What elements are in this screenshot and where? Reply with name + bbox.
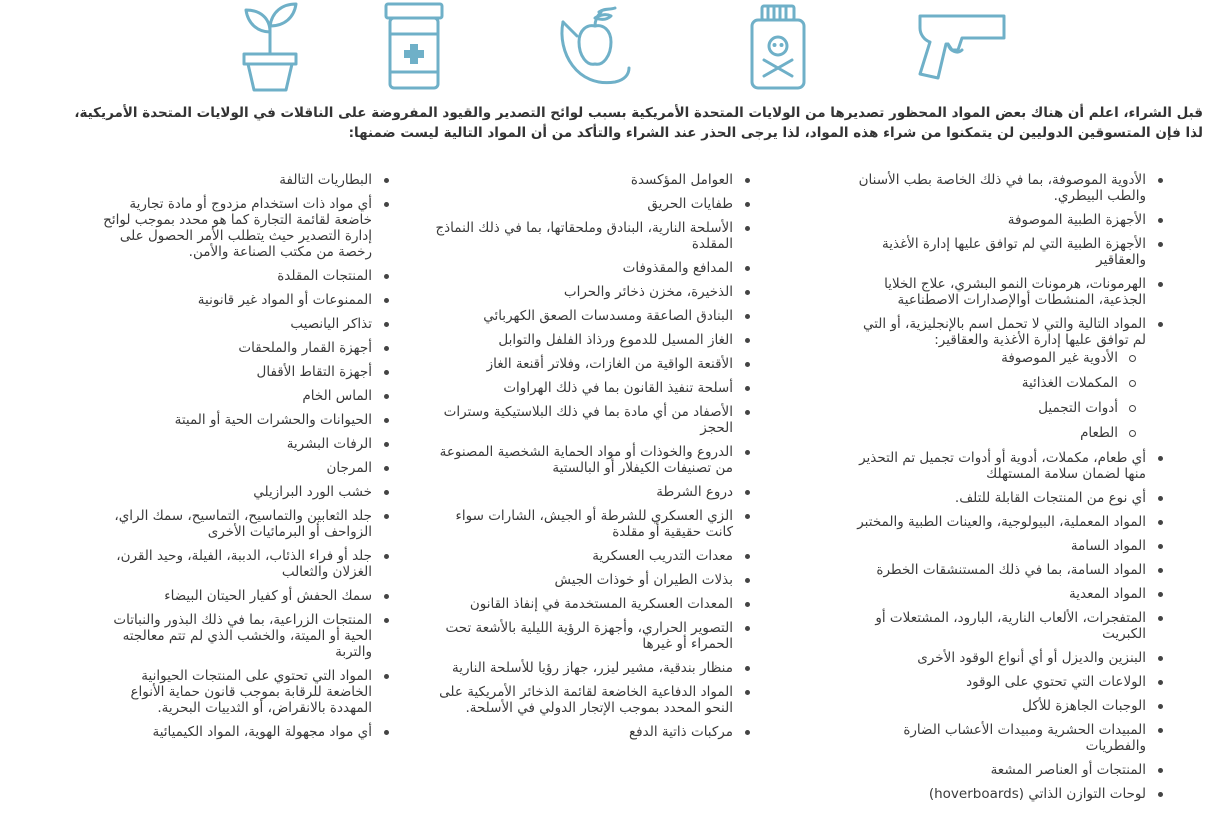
list-item: المواد المعملية، البيولوجية، والعينات الطبية والمختبر [846,514,1146,530]
sub-list-item: الأدوية غير الموصوفة [846,350,1118,366]
list-item: أي مواد مجهولة الهوية، المواد الكيميائية [102,724,372,740]
list-item: الدروع والخوذات أو مواد الحماية الشخصية المصنوعة من تصنيفات الكيفلار أو البالستية [433,444,733,476]
icon-row [0,0,1228,95]
list-item: جلد أو فراء الذئاب، الدببة، الفيلة، وحيد القرن، الغزلان والثعالب [102,548,372,580]
list-item: المبيدات الحشرية ومبيدات الأعشاب الضارة والفطريات [846,722,1146,754]
list-item: البنزين والديزل أو أي أنواع الوقود الأخرى [846,650,1146,666]
sub-list-item: الطعام [846,425,1118,441]
list-item: المتفجرات، الألعاب النارية، البارود، المشتعلات أو الكبريت [846,610,1146,642]
list-item: أي طعام، مكملات، أدوية أو أدوات تجميل تم التحذير منها لضمان سلامة المستهلك [846,450,1146,482]
restricted-list-column-2 [433,172,733,748]
list-item: الوجبات الجاهزة للأكل [846,698,1146,714]
list-item: الممنوعات أو المواد غير قانونية [102,292,372,308]
list-item: أجهزة القمار والملحقات [102,340,372,356]
list-item: التصوير الحراري، وأجهزة الرؤية الليلية بالأشعة تحت الحمراء أو غيرها [433,620,733,652]
poison-bottle-icon [748,2,808,92]
sub-list [846,350,1146,441]
list-item: مركبات ذاتية الدفع [433,724,733,740]
list-item: المواد السامة، بما في ذلك المستنشقات الخطرة [846,562,1146,578]
list-item: جلد الثعابين والتماسيح، التماسيح، سمك الراي، الزواحف أو البرمائيات الأخرى [102,508,372,540]
list-item: المواد التي تحتوي على المنتجات الحيوانية الخاضعة للرقابة بموجب قانون حماية الأنواع المهددة بالانقراض، أو الثدييات البحرية. [102,668,372,716]
list-item: الأسلحة النارية، البنادق وملحقاتها، بما في ذلك النماذج المقلدة [433,220,733,252]
list-item: المواد الدفاعية الخاضعة لقائمة الذخائر الأمريكية على النحو المحدد بموجب الإتجار الدولي في الأسلحة. [433,684,733,716]
list-item: الحيوانات والحشرات الحية أو الميتة [102,412,372,428]
list-item: سمك الحفش أو كفيار الحيتان البيضاء [102,588,372,604]
list-item: المنتجات المقلدة [102,268,372,284]
restricted-list-column-3 [102,172,372,748]
list-item: الرفات البشرية [102,436,372,452]
list-item: منظار بندقية، مشير ليزر، جهاز رؤيا للأسلحة النارية [433,660,733,676]
sub-list-item: أدوات التجميل [846,400,1118,416]
list-item: أجهزة التقاط الأقفال [102,364,372,380]
potted-plant-icon [238,2,302,92]
list-item: أي نوع من المنتجات القابلة للتلف. [846,490,1146,506]
list-item: المدافع والمقذوفات [433,260,733,276]
list-item: العوامل المؤكسدة [433,172,733,188]
list-item: الذخيرة، مخزن ذخائر والحراب [433,284,733,300]
list-item: المنتجات أو العناصر المشعة [846,762,1146,778]
list-item: بذلات الطيران أو خوذات الجيش [433,572,733,588]
list-item: تذاكر اليانصيب [102,316,372,332]
list-item: المواد التالية والتي لا تحمل اسم بالإنجليزية، أو التي لم توافق عليها إدارة الأغذية والعقاقير: الأدوية غير الموصوفة المكملات الغذائية أدوات التجميل الطعام [846,316,1146,441]
gun-icon [912,2,1008,92]
restricted-list-column-1 [846,172,1146,810]
list-item: لوحات التوازن الذاتي (hoverboards) [846,786,1146,802]
list-item: الأقنعة الواقية من الغازات، وفلاتر أقنعة الغاز [433,356,733,372]
list-item: المرجان [102,460,372,476]
list-item: المنتجات الزراعية، بما في ذلك البذور والنباتات الحية أو الميتة، والخشب الذي لم تتم معالجته والتربة [102,612,372,660]
list-item: خشب الورد البرازيلي [102,484,372,500]
sub-list-item: المكملات الغذائية [846,375,1118,391]
list-item: أي مواد ذات استخدام مزدوج أو مادة تجارية خاضعة لقائمة التجارة كما هو محدد بموجب لوائح إدارة التصدير حيث يتطلب الأمر الحصول على رخصة من مكتب الصناعة والأمن. [103,196,372,260]
list-item: الأدوية الموصوفة، بما في ذلك الخاصة بطب الأسنان والطب البيطري. [846,172,1146,204]
food-icon [555,2,635,92]
list-item: أسلحة تنفيذ القانون بما في ذلك الهراوات [433,380,733,396]
list-item: الأصفاد من أي مادة بما في ذلك البلاستيكية وسترات الحجز [433,404,733,436]
list-item: معدات التدريب العسكرية [433,548,733,564]
list-item: الماس الخام [102,388,372,404]
medicine-bottle-icon [382,2,446,92]
list-item: البطاريات التالفة [102,172,372,188]
list-item: دروع الشرطة [433,484,733,500]
list-item: الأجهزة الطبية التي لم توافق عليها إدارة الأغذية والعقاقير [846,236,1146,268]
list-item: الزي العسكري للشرطة أو الجيش، الشارات سواء كانت حقيقية أو مقلدة [433,508,733,540]
list-item: الهرمونات، هرمونات النمو البشري، علاج الخلايا الجذعية، المنشطات أوالإصدارات الاصطناعية [846,276,1146,308]
list-item: المواد المعدية [846,586,1146,602]
list-item: المعدات العسكرية المستخدمة في إنفاذ القانون [433,596,733,612]
list-item: البنادق الصاعقة ومسدسات الصعق الكهربائي [433,308,733,324]
list-item: الغاز المسيل للدموع ورذاذ الفلفل والتوابل [433,332,733,348]
list-item: طفايات الحريق [433,196,733,212]
list-item: الأجهزة الطبية الموصوفة [846,212,1146,228]
list-item: المواد السامة [846,538,1146,554]
intro-text: قبل الشراء، اعلم أن هناك بعض المواد المحظور تصديرها من الولايات المتحدة الأمريكية بسبب لوائح التصدير والقيود المفروضة على الناقلات في الولايات المتحدة الأمريكية، لذا فإن المتسوقين الدوليين لن يتمكنوا من شراء هذه المواد، لذا يرجى الحذر عند الشراء والتأكد من أن المواد التالية ليست ضمنها: [74,105,1203,141]
list-item: الولاعات التي تحتوي على الوقود [846,674,1146,690]
